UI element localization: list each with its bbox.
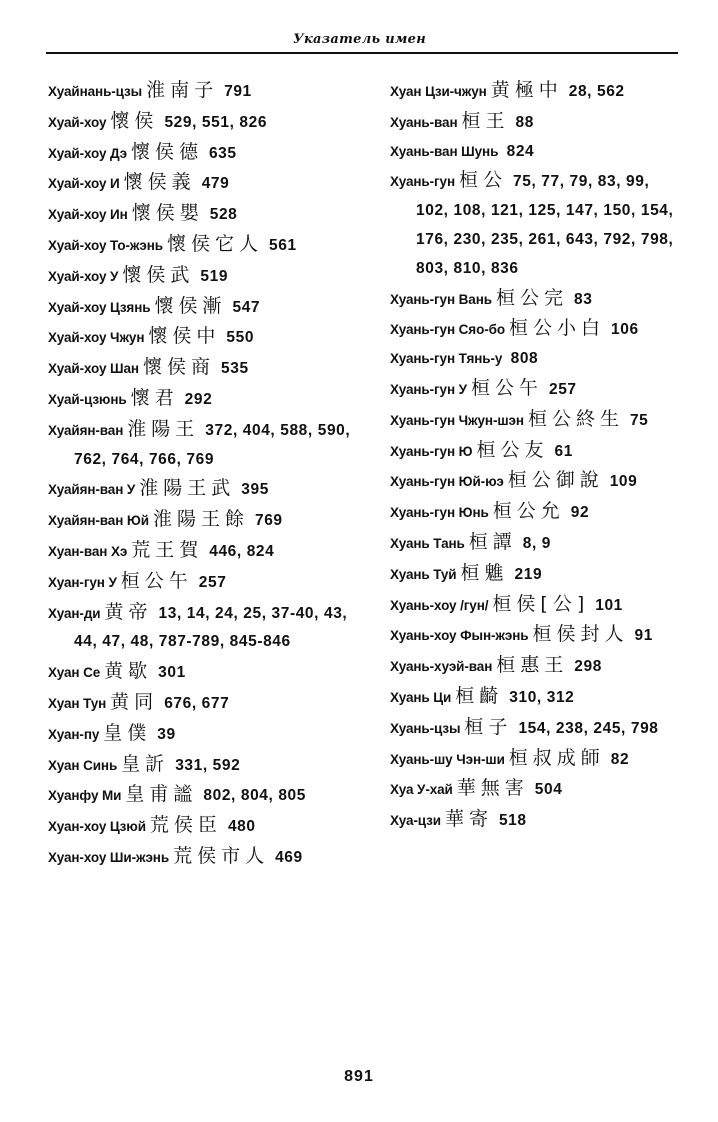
index-entry (390, 805, 686, 836)
entry-pages: 106 (611, 321, 639, 339)
index-entry (390, 405, 686, 436)
entry-pages: 479 (201, 175, 230, 193)
entry-pages: 82 (610, 750, 630, 768)
entry-name: Хуань-гун Ю (390, 443, 473, 459)
entry-characters: 懷侯商 (143, 356, 216, 379)
entry-name: Хуань-ван Шунь (390, 143, 499, 159)
entry-characters: 懷侯嬰 (131, 202, 204, 225)
entry-name: Хуань-гун (390, 174, 455, 190)
index-entry (390, 713, 686, 744)
entry-characters: 黄歇 (104, 660, 153, 683)
index-entry (390, 107, 686, 138)
entry-name: Хуань-гун Сяо-бо (390, 322, 506, 338)
running-header (46, 30, 678, 48)
entry-characters: 荒王賀 (131, 538, 204, 561)
entry-pages: 529, 551, 826 (164, 113, 268, 131)
index-entry (390, 138, 686, 167)
entry-name: Хуань Туй (390, 566, 457, 582)
entry-characters: 華寄 (444, 808, 493, 831)
entry-characters: 懷侯武 (122, 263, 195, 286)
entry-characters: 桓叔成師 (508, 746, 605, 769)
entry-characters: 桓公御說 (507, 469, 604, 492)
entry-pages: 547 (232, 298, 261, 316)
entry-characters: 黄極中 (490, 79, 563, 101)
index-entry (390, 682, 686, 713)
entry-name: Хуайнань-цзы (48, 84, 143, 99)
index-entry (48, 292, 366, 323)
entry-pages: 310, 312 (509, 688, 575, 706)
entry-pages: 83 (573, 290, 593, 308)
running-header-title: Указатель имен (293, 32, 426, 47)
entry-pages: 28, 562 (568, 83, 625, 100)
entry-name: Хуань-хуэй-ван (390, 659, 493, 675)
entry-characters: 荒侯臣 (149, 814, 222, 837)
entry-characters: 桓公 (459, 169, 508, 192)
entry-name: Хуань-цзы (390, 720, 461, 736)
index-entry (48, 168, 366, 199)
entry-pages: 676, 677 (164, 694, 230, 712)
index-entry (390, 436, 686, 467)
index-entry (390, 590, 686, 621)
entry-pages: 8, 9 (522, 534, 552, 552)
entry-name: Хуанфу Ми (48, 788, 122, 804)
entry-name: Хуан-хоу Цзюй (48, 819, 146, 835)
index-entry (48, 138, 366, 169)
entry-pages: 88 (515, 113, 534, 131)
index-entry (390, 559, 686, 590)
page-number: 891 (344, 1068, 374, 1085)
entry-name: Хуай-хоу Шан (48, 361, 139, 377)
index-entry (390, 774, 686, 805)
entry-name: Хуань-гун Юй-юэ (390, 474, 504, 490)
entry-name: Хуань-хоу /гун/ (390, 597, 489, 613)
entry-characters: 淮陽王武 (139, 477, 236, 500)
entry-name: Хуай-хоу Цзянь (48, 299, 151, 315)
entry-pages: 528 (209, 206, 238, 224)
entry-characters: 桓公終生 (527, 407, 624, 430)
entry-characters: 懷侯義 (123, 171, 196, 194)
index-entry (48, 353, 366, 384)
entry-pages: 824 (506, 142, 535, 160)
entry-name: Хуан Синь (48, 757, 118, 773)
entry-pages: 802, 804, 805 (203, 787, 306, 805)
entry-pages: 298 (574, 658, 602, 676)
entry-pages: 92 (570, 504, 590, 522)
entry-characters: 懷侯漸 (154, 294, 227, 317)
entry-characters: 懷侯德 (130, 140, 203, 163)
entry-name: Хуай-хоу И (48, 176, 120, 192)
index-entry (390, 620, 686, 651)
entry-pages: 469 (275, 848, 303, 866)
entry-pages: 101 (595, 596, 623, 614)
entry-characters: 黄同 (110, 690, 159, 713)
entry-name: Хуан Тун (48, 695, 107, 711)
entry-pages: 257 (198, 573, 227, 591)
entry-name: Хуань-гун Чжун-шэн (390, 412, 524, 428)
entry-characters: 淮陽王 (127, 417, 200, 440)
entry-pages: 219 (514, 565, 543, 583)
entry-characters: 淮南子 (146, 79, 219, 101)
index-entry (48, 230, 366, 261)
entry-name: Хуань-ван (390, 114, 458, 130)
index-entry (48, 598, 366, 658)
entry-characters: 桓譚 (468, 530, 517, 553)
index-entry (48, 811, 366, 842)
entry-pages: 791 (224, 83, 252, 100)
index-entry (48, 719, 366, 750)
entry-pages: 446, 824 (209, 542, 275, 560)
entry-characters: 皇僕 (103, 721, 152, 744)
index-entry (390, 314, 686, 345)
entry-name: Хуань-хоу Фын-жэнь (390, 628, 529, 644)
entry-pages: 635 (208, 144, 237, 162)
entry-name: Хуай-хоу Дэ (48, 145, 127, 161)
index-entry (48, 76, 366, 107)
entry-pages: 257 (548, 380, 577, 398)
entry-characters: 桓惠王 (496, 654, 569, 677)
entry-name: Хуан-ван Хэ (48, 543, 128, 559)
entry-pages: 504 (534, 781, 563, 799)
entry-pages: 331, 592 (175, 756, 241, 774)
entry-name: Хуань Ци (390, 689, 452, 705)
entry-characters: 懷侯 (110, 109, 159, 132)
entry-name: Хуай-хоу Ин (48, 207, 128, 223)
entry-pages: 301 (158, 664, 186, 682)
index-entry (48, 199, 366, 230)
entry-name: Хуан Се (48, 665, 101, 681)
index-entry (48, 536, 366, 567)
entry-name: Хуан-ди (48, 605, 101, 621)
index-entry (48, 384, 366, 415)
entry-characters: 桓侯封人 (532, 623, 629, 646)
entry-name: Хуай-хоу Чжун (48, 330, 145, 346)
entry-pages: 550 (226, 329, 255, 347)
entry-pages: 109 (609, 473, 638, 491)
entry-name: Хуан Цзи-чжун (390, 84, 487, 99)
entry-pages: 13, 14, 24, 25, 37-40, 43, 44, 47, 48, 787-789, 845-846 (74, 604, 348, 651)
entry-characters: 桓齮 (455, 684, 504, 707)
entry-pages: 75 (629, 411, 649, 429)
entry-pages: 39 (157, 725, 176, 743)
entry-name: Хуан-гун У (48, 574, 117, 590)
entry-characters: 懷君 (130, 386, 179, 409)
index-entry (48, 842, 366, 873)
index-entry (390, 374, 686, 405)
index-entry (390, 345, 686, 374)
entry-characters: 桓公午 (470, 376, 543, 399)
entry-name: Хуань-гун Вань (390, 291, 492, 307)
entry-pages: 372, 404, 588, 590, 762, 764, 766, 769 (74, 421, 351, 468)
entry-characters: 淮陽王餘 (152, 508, 249, 531)
entry-pages: 769 (254, 512, 283, 530)
entry-characters: 桓王 (461, 109, 510, 132)
entry-name: Хуань-гун Юнь (390, 505, 489, 521)
entry-characters: 桓公完 (495, 286, 568, 309)
entry-pages: 480 (227, 818, 256, 836)
entry-characters: 懷侯中 (148, 325, 221, 348)
entry-name: Хуань-гун У (390, 381, 467, 397)
index-entry (390, 528, 686, 559)
entry-characters: 懷侯它人 (166, 232, 263, 255)
entry-pages: 561 (269, 236, 297, 254)
index-entry (390, 76, 686, 107)
entry-name: Хуайян-ван Юй (48, 513, 149, 529)
entry-characters: 桓公允 (492, 500, 565, 523)
entry-pages: 292 (184, 390, 213, 408)
entry-characters: 皇甫謐 (125, 783, 198, 806)
entry-characters: 桓公小白 (509, 317, 606, 340)
index-entry (48, 107, 366, 138)
entry-pages: 154, 238, 245, 798 (518, 719, 659, 737)
entry-name: Хуань Тань (390, 535, 465, 551)
index-entry (48, 780, 366, 811)
entry-pages: 91 (634, 627, 653, 645)
entry-characters: 桓公午 (120, 569, 193, 592)
entry-pages: 518 (498, 812, 527, 830)
entry-characters: 桓公友 (476, 438, 549, 461)
entry-characters: 桓魋 (460, 561, 509, 584)
entry-characters: 華無害 (456, 777, 529, 800)
index-entry (48, 567, 366, 598)
index-entry (390, 744, 686, 775)
entry-name: Хуан-хоу Ши-жэнь (48, 849, 170, 865)
entry-characters: 桓侯[公] (492, 592, 590, 615)
header-rule (46, 52, 678, 54)
entry-pages: 808 (510, 350, 539, 368)
entry-name: Хуайян-ван (48, 422, 124, 438)
entry-characters: 黄帝 (104, 600, 153, 623)
entry-name: Хуа-цзи (390, 813, 441, 829)
index-entry (390, 497, 686, 528)
entry-characters: 皇訢 (121, 752, 170, 775)
entry-characters: 荒侯市人 (173, 844, 270, 867)
index-entry (390, 651, 686, 682)
entry-name: Хуа У-хай (390, 782, 453, 798)
entry-name: Хуан-пу (48, 726, 100, 742)
index-entry (48, 322, 366, 353)
entry-name: Хуай-хоу У (48, 268, 119, 284)
index-entry (390, 466, 686, 497)
index-entry (48, 505, 366, 536)
entry-characters: 桓子 (464, 715, 513, 738)
index-entry (390, 284, 686, 315)
entry-pages: 519 (200, 267, 229, 285)
index-column-left (48, 76, 366, 873)
entry-name: Хуайян-ван У (48, 482, 136, 498)
entry-name: Хуань-шу Чэн-ши (390, 751, 505, 767)
index-entry (48, 415, 366, 475)
index-entry (390, 166, 686, 283)
index-entry (48, 261, 366, 292)
entry-pages: 395 (241, 481, 269, 499)
index-entry (48, 657, 366, 688)
entry-pages: 61 (554, 442, 573, 460)
index-entry (48, 474, 366, 505)
entry-name: Хуай-хоу То-жэнь (48, 237, 163, 253)
entry-pages: 75, 77, 79, 83, 99, 102, 108, 121, 125, 147, 150, 154, 176, 230, 235, 261, 643, 792, 798, 803, 810, 836 (416, 173, 674, 277)
entry-name: Хуай-хоу (48, 114, 107, 130)
index-entry (48, 750, 366, 781)
index-entry (48, 688, 366, 719)
entry-pages: 535 (221, 360, 249, 378)
entry-name: Хуань-гун Тянь-у (390, 351, 503, 367)
index-column-right (390, 76, 686, 836)
entry-name: Хуай-цзюнь (48, 391, 127, 407)
